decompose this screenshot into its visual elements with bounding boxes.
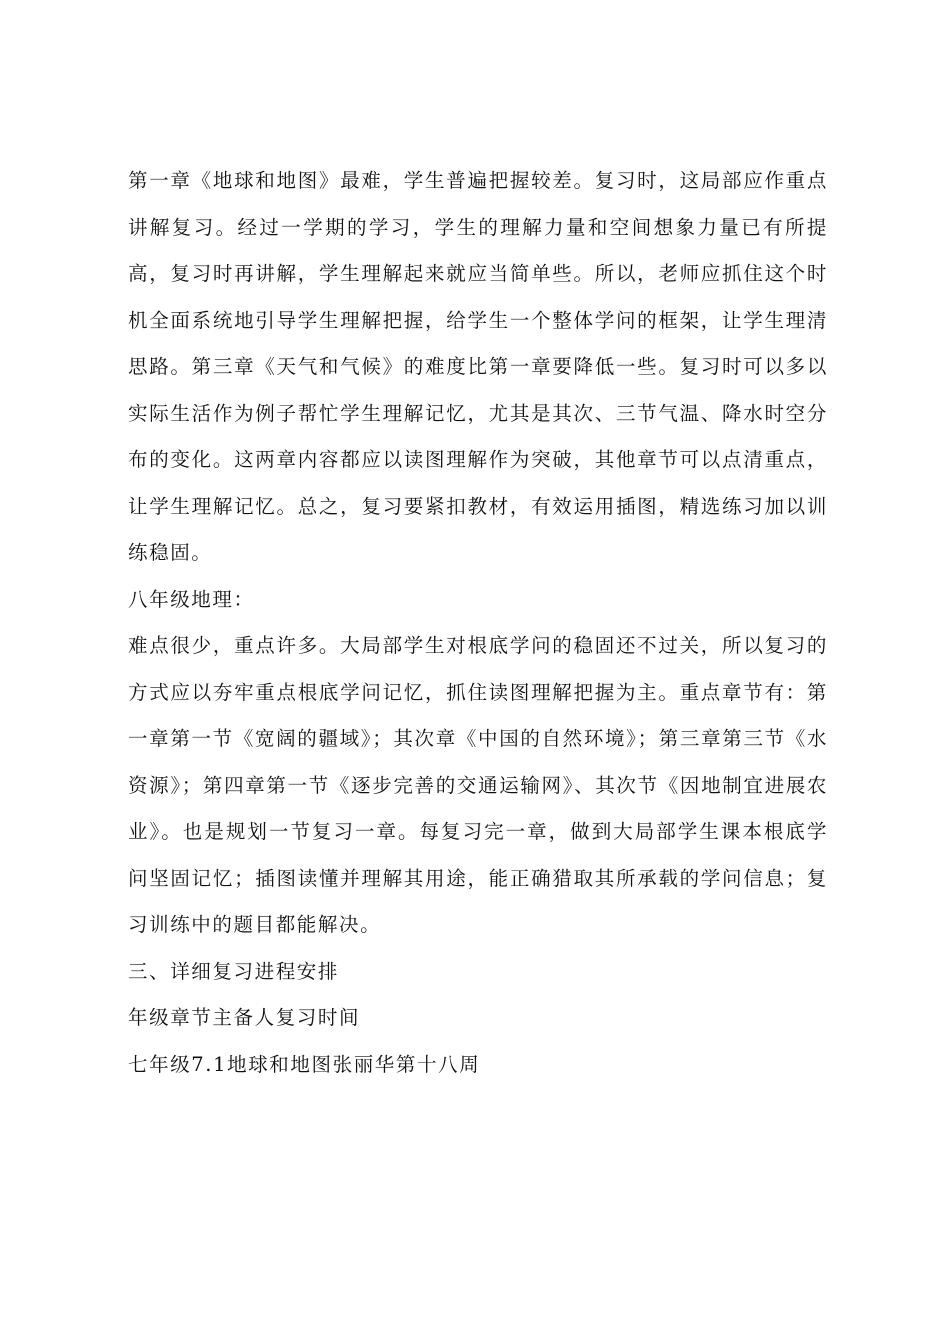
document-body: [128, 158, 828, 1088]
schedule-table-row: 七年级7.1地球和地图张丽华第十八周: [128, 1052, 481, 1076]
heading-grade8-geography: 八年级地理：: [128, 587, 255, 611]
paragraph-grade8-review: 难点很少，重点许多。大局部学生对根底学问的稳固还不过关，所以复习的方式应以夯牢重点根底学问记忆，抓住读图理解把握为主。重点章节有：第一章第一节《宽阔的疆域》；其次章《中国的自然环境》；第三章第三节《水资源》；第四章第一节《逐步完善的交通运输网》、其次节《因地制宜进展农业》。也是规划一节复习一章。每复习完一章，做到大局部学生课本根底学问坚固记忆；插图读懂并理解其用途，能正确猎取其所承载的学问信息；复习训练中的题目都能解决。: [128, 634, 828, 936]
paragraph-grade7-review: 第一章《地球和地图》最难，学生普遍把握较差。复习时，这局部应作重点讲解复习。经过一学期的学习，学生的理解力量和空间想象力量已有所提高，复习时再讲解，学生理解起来就应当简单些。所以，老师应抓住这个时机全面系统地引导学生理解把握，给学生一个整体学问的框架，让学生理清思路。第三章《天气和气候》的难度比第一章要降低一些。复习时可以多以实际生活作为例子帮忙学生理解记忆，尤其是其次、三节气温、降水时空分布的变化。这两章内容都应以读图理解作为突破，其他章节可以点清重点，让学生理解记忆。总之，复习要紧扣教材，有效运用插图，精选练习加以训练稳固。: [128, 169, 828, 564]
schedule-table-header: 年级章节主备人复习时间: [128, 1006, 361, 1029]
heading-review-schedule: 三、详细复习进程安排: [128, 959, 340, 983]
